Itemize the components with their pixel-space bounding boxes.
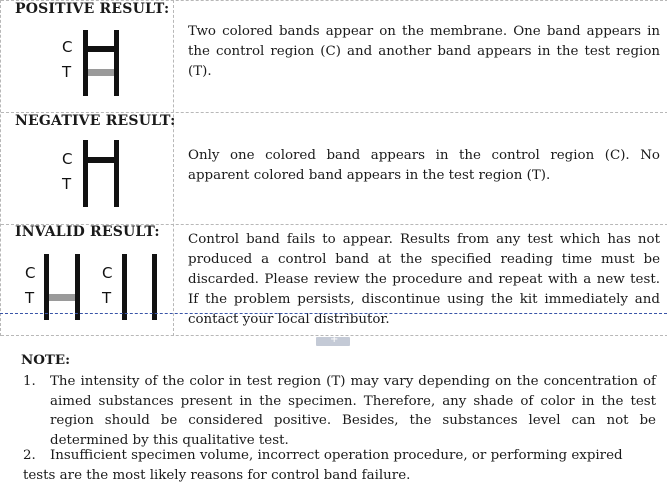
- notes-title: NOTE:: [21, 352, 71, 368]
- strip-label-t: T: [102, 289, 112, 307]
- strip-right-rail: [75, 254, 80, 320]
- negative-result-row: [1, 112, 667, 224]
- invalid-result-row: [1, 224, 667, 336]
- strip-right-rail: [114, 30, 119, 96]
- control-band: [88, 46, 114, 52]
- negative-result-description: Only one colored band appears in the control region (C). No apparent colored band appears in the test region (T).: [188, 148, 660, 183]
- table-handle[interactable]: [316, 334, 350, 346]
- strip-label-c: C: [102, 264, 113, 282]
- invalid-result-description: Control band fails to appear. Results from any test which has not produced a control band at the specified reading time must be discarded. Please review the procedure and repeat with a new test. If the problem persists, discontinue using the kit immediately and contact your local distributor.: [188, 232, 660, 327]
- strip-right-rail: [152, 254, 157, 320]
- strip-label-c: C: [25, 264, 36, 282]
- strip-left-rail: [83, 30, 88, 96]
- strip-label-t: T: [62, 63, 72, 81]
- note-number: 1.: [23, 374, 36, 389]
- insertion-guide-line: [0, 313, 667, 314]
- strip-label-c: C: [62, 150, 73, 168]
- strip-left-rail: [83, 140, 88, 207]
- positive-result-row: [1, 0, 667, 112]
- plus-icon: +: [330, 334, 339, 345]
- note-number: 2.: [23, 448, 36, 463]
- positive-result-heading: POSITIVE RESULT:: [15, 1, 170, 17]
- strip-label-t: T: [62, 175, 72, 193]
- positive-result-description: Two colored bands appear on the membrane. One band appears in the control region (C) and another band appears in the test region (T).: [188, 24, 660, 79]
- control-band: [88, 157, 114, 163]
- note-text-continued: tests are the most likely reasons for control band failure.: [23, 467, 411, 483]
- test-band: [49, 294, 75, 301]
- strip-left-rail: [44, 254, 49, 320]
- test-band: [88, 69, 114, 76]
- strip-label-c: C: [62, 38, 73, 56]
- strip-left-rail: [122, 254, 127, 320]
- strip-right-rail: [114, 140, 119, 207]
- negative-result-heading: NEGATIVE RESULT:: [15, 113, 176, 129]
- note-text: Insufficient specimen volume, incorrect operation procedure, or performing expired: [50, 448, 623, 463]
- invalid-result-heading: INVALID RESULT:: [15, 224, 160, 240]
- strip-label-t: T: [25, 289, 35, 307]
- note-text: The intensity of the color in test region (T) may vary depending on the concentration of aimed substances present in the specimen. Therefore, any shade of color in the test region should be considered positive. Besides, the substances level can not be determined by this qualitative test.: [50, 374, 656, 448]
